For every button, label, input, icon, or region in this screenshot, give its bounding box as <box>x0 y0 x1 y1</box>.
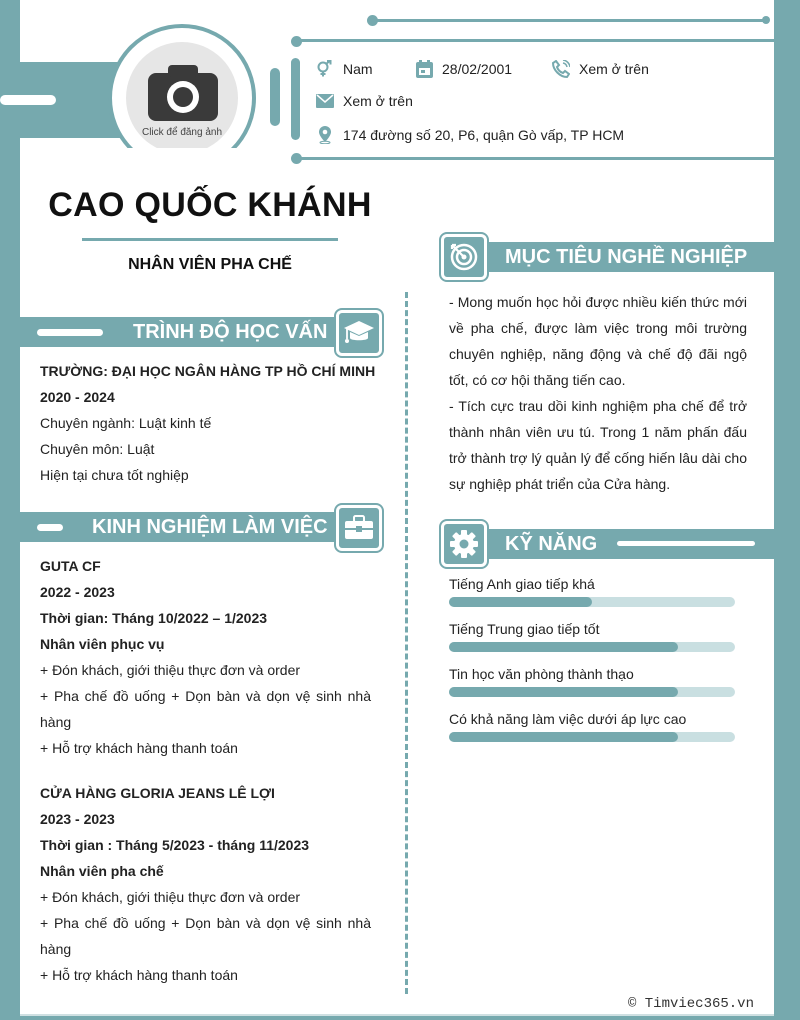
target-icon <box>449 242 479 272</box>
contact-address <box>316 126 624 144</box>
objective-heading-text: MỤC TIÊU NGHỀ NGHIỆP <box>505 245 748 268</box>
address-text: 174 đường số 20, P6, quận Gò vấp, TP HCM <box>343 127 625 143</box>
gender-icon <box>316 60 334 78</box>
job-company: CỬA HÀNG GLORIA JEANS LÊ LỢI <box>40 785 275 801</box>
skill-item <box>449 619 735 664</box>
gender-text: Nam <box>343 61 373 77</box>
skill-label: Có khả năng làm việc dưới áp lực cao <box>449 711 687 727</box>
education-major: Chuyên ngành: Luật kinh tế <box>40 415 212 431</box>
experience-body <box>40 553 371 988</box>
objective-heading <box>474 242 774 272</box>
job-role: Nhân viên phục vụ <box>40 636 165 652</box>
footer-credit: © Timviec365.vn <box>627 996 754 1012</box>
school-name: TRƯỜNG: ĐẠI HỌC NGÂN HÀNG TP HỒ CHÍ MINH <box>40 363 376 379</box>
objective-paragraph: - Mong muốn học hỏi được nhiều kiến thức mới về pha chế, được làm việc trong môi trường chuyên nghiệp, năng động và chế độ đãi ngộ tốt, có cơ hội thăng tiến cao. <box>449 294 747 388</box>
candidate-name: CAO QUỐC KHÁNH <box>48 186 372 224</box>
bottom-border-light <box>20 1014 774 1016</box>
job-duty: + Hỗ trợ khách hàng thanh toán <box>40 967 238 983</box>
skills-heading-text: KỸ NĂNG <box>505 532 598 555</box>
job-duty: + Pha chế đồ uống + Dọn bàn và dọn vệ sinh nhà hàng <box>40 915 371 957</box>
calendar-icon <box>416 60 433 78</box>
job-company: GUTA CF <box>40 558 101 574</box>
job-entry <box>40 553 371 761</box>
avatar-placeholder[interactable] <box>126 42 238 154</box>
contact-dob <box>416 60 512 78</box>
skill-level-bar <box>449 732 678 742</box>
objective-paragraph: - Tích cực trau dồi kinh nghiệm pha chế để trở thành nhân viên ưu tú. Trong 1 năm phấn đấu trở thành trợ lý quản lý để cống hiến lâu dài cho sự nghiệp phát triển của Cửa hàng. <box>449 398 747 492</box>
column-divider <box>405 292 408 994</box>
skill-label: Tiếng Anh giao tiếp khá <box>449 576 595 592</box>
objective-body <box>449 289 747 497</box>
dob-text: 28/02/2001 <box>442 61 513 77</box>
contact-bottom-line <box>296 157 776 160</box>
skill-label: Tin học văn phòng thành thạo <box>449 666 634 682</box>
skill-track <box>449 642 735 652</box>
camera-icon <box>148 63 218 123</box>
job-period: Thời gian : Tháng 5/2023 - tháng 11/2023 <box>40 837 310 853</box>
job-entry <box>40 780 371 988</box>
contact-email <box>316 93 413 109</box>
experience-icon-box <box>336 505 382 551</box>
skills-heading <box>474 529 774 559</box>
job-duty: + Pha chế đồ uống + Dọn bàn và dọn vệ sinh nhà hàng <box>40 688 371 730</box>
location-icon <box>316 126 334 144</box>
skill-item <box>449 574 735 619</box>
skill-label: Tiếng Trung giao tiếp tốt <box>449 621 600 637</box>
contact-vbar <box>291 58 300 140</box>
skill-level-bar <box>449 642 678 652</box>
skills-icon-box <box>441 521 487 567</box>
job-duty: + Hỗ trợ khách hàng thanh toán <box>40 740 238 756</box>
experience-heading-text: KINH NGHIỆM LÀM VIỆC <box>92 515 328 538</box>
email-icon <box>316 94 334 108</box>
phone-text: Xem ở trên <box>579 61 649 77</box>
graduation-cap-icon <box>343 319 375 347</box>
gear-icon <box>449 529 479 559</box>
job-duty: + Đón khách, giới thiệu thực đơn và order <box>40 889 301 905</box>
job-role: Nhân viên pha chế <box>40 863 164 879</box>
education-years: 2020 - 2024 <box>40 389 115 405</box>
education-heading-text: TRÌNH ĐỘ HỌC VẤN <box>133 320 328 343</box>
education-body <box>40 358 380 488</box>
skill-track <box>449 687 735 697</box>
line-dot <box>762 16 770 24</box>
education-specialty: Chuyên môn: Luật <box>40 441 155 457</box>
job-period: Thời gian: Tháng 10/2022 – 1/2023 <box>40 610 268 626</box>
bottom-border <box>0 1016 800 1020</box>
divider-pill <box>270 68 280 126</box>
email-text: Xem ở trên <box>343 93 413 109</box>
name-underline <box>82 238 338 241</box>
top-line <box>372 19 768 22</box>
skill-item <box>449 709 735 754</box>
objective-icon-box <box>441 234 487 280</box>
experience-heading <box>20 512 342 542</box>
contact-top-line <box>296 39 776 42</box>
contact-gender <box>316 60 373 78</box>
skill-level-bar <box>449 687 678 697</box>
job-title: NHÂN VIÊN PHA CHẾ <box>128 256 292 273</box>
avatar-caption: Click để đăng ảnh <box>141 127 223 138</box>
skill-item <box>449 664 735 709</box>
job-duty: + Đón khách, giới thiệu thực đơn và order <box>40 662 301 678</box>
skill-level-bar <box>449 597 592 607</box>
skill-track <box>449 597 735 607</box>
education-icon-box <box>336 310 382 356</box>
education-heading <box>20 317 342 347</box>
right-border <box>774 0 800 1020</box>
skill-track <box>449 732 735 742</box>
left-border <box>0 0 20 1020</box>
education-status: Hiện tại chưa tốt nghiệp <box>40 467 189 483</box>
phone-icon <box>552 60 570 78</box>
skills-list <box>449 574 735 754</box>
job-years: 2023 - 2023 <box>40 811 115 827</box>
job-years: 2022 - 2023 <box>40 584 115 600</box>
briefcase-icon <box>344 515 374 541</box>
contact-phone <box>552 60 649 78</box>
